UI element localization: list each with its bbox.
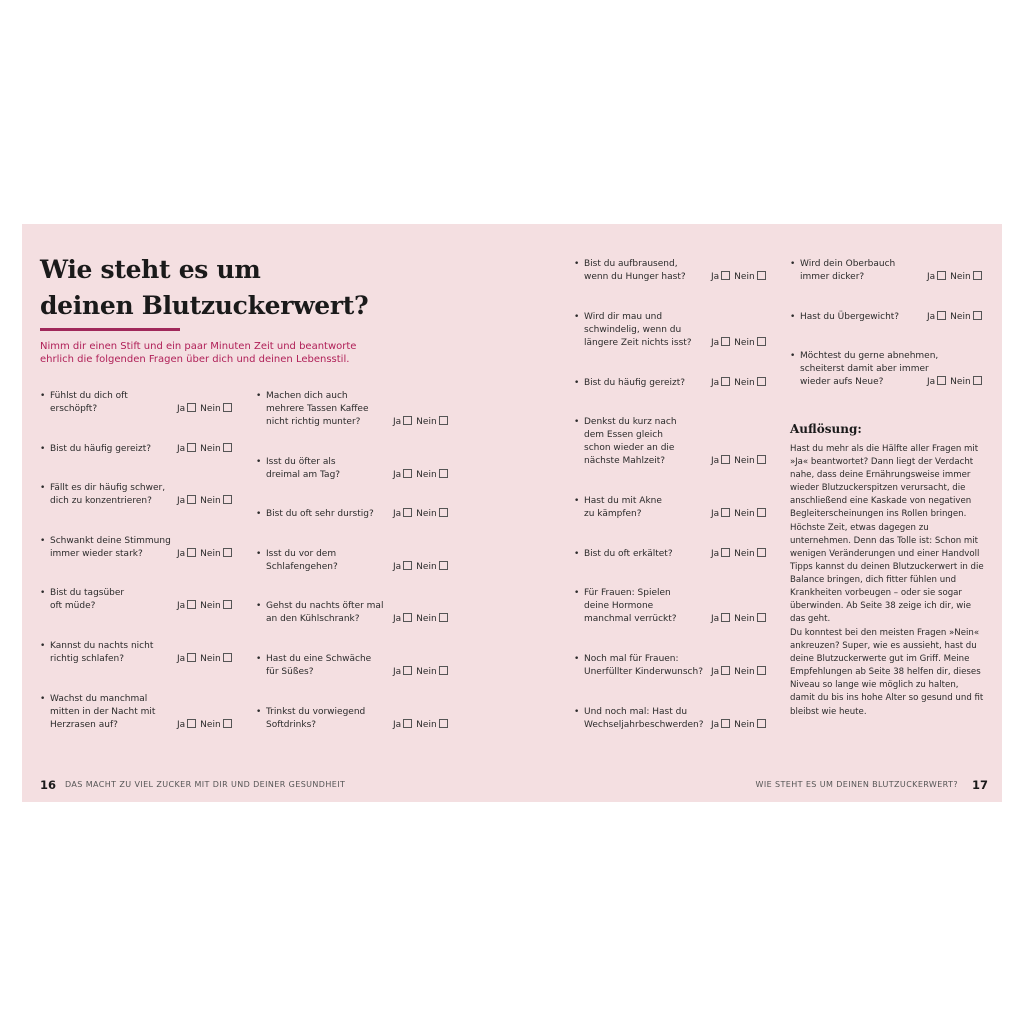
answer-no-label: Nein <box>416 667 437 677</box>
bullet: • <box>40 391 46 401</box>
answer-no-label: Nein <box>734 378 755 388</box>
bullet: • <box>574 549 580 559</box>
bullet: • <box>574 378 580 388</box>
question-item <box>574 653 774 679</box>
answer-options <box>927 376 986 389</box>
question-text: Für Frauen: Spielen deine Hormone manchmal verrückt? <box>584 588 677 624</box>
answer-options <box>177 653 236 666</box>
page-title: Wie steht es um deinen Blutzuckerwert? <box>40 255 369 320</box>
question-text: Bist du oft sehr durstig? <box>266 509 374 519</box>
answer-yes-label: Ja <box>177 404 186 414</box>
answer-options <box>393 469 452 482</box>
answer-no-label: Nein <box>200 444 221 454</box>
yes-checkbox[interactable] <box>403 719 412 728</box>
no-checkbox[interactable] <box>223 719 232 728</box>
no-checkbox[interactable] <box>223 548 232 557</box>
answer-options <box>393 666 452 679</box>
yes-checkbox[interactable] <box>187 443 196 452</box>
answer-no-label: Nein <box>734 509 755 519</box>
answer-yes-label: Ja <box>711 378 720 388</box>
yes-checkbox[interactable] <box>187 719 196 728</box>
bullet: • <box>40 588 46 598</box>
no-checkbox[interactable] <box>439 719 448 728</box>
answer-no-label: Nein <box>950 377 971 387</box>
yes-checkbox[interactable] <box>187 600 196 609</box>
answer-options <box>177 719 236 732</box>
yes-checkbox[interactable] <box>937 271 946 280</box>
answer-options <box>711 377 770 390</box>
question-item <box>574 377 774 390</box>
answer-yes-label: Ja <box>393 417 402 427</box>
bullet: • <box>40 694 46 704</box>
yes-checkbox[interactable] <box>403 508 412 517</box>
answer-options <box>393 416 452 429</box>
answer-options <box>393 561 452 574</box>
answer-no-label: Nein <box>200 601 221 611</box>
yes-checkbox[interactable] <box>403 666 412 675</box>
answer-options <box>393 508 452 521</box>
bullet: • <box>574 259 580 269</box>
question-item <box>790 350 990 389</box>
no-checkbox[interactable] <box>223 403 232 412</box>
answer-options <box>927 311 986 324</box>
answer-no-label: Nein <box>734 456 755 466</box>
resolution-paragraph-no: Du konntest bei den meisten Fragen »Nein« ankreuzen? Super, wie es aussieht, hast du deine Blutzuckerwerte gut im Griff. Meine Empfehlungen ab Seite 38 helfen dir, dieses Niveau so lange wie möglich zu halten, damit du bis ins hohe Alter so gesund und fit bleibst wie heute. <box>790 628 984 717</box>
answer-yes-label: Ja <box>711 667 720 677</box>
no-checkbox[interactable] <box>757 613 766 622</box>
no-checkbox[interactable] <box>439 508 448 517</box>
answer-no-label: Nein <box>200 654 221 664</box>
yes-checkbox[interactable] <box>937 376 946 385</box>
bullet: • <box>256 707 262 717</box>
yes-checkbox[interactable] <box>403 469 412 478</box>
bullet: • <box>256 601 262 611</box>
question-item <box>574 311 774 350</box>
answer-yes-label: Ja <box>393 562 402 572</box>
answer-no-label: Nein <box>416 470 437 480</box>
question-text: Isst du vor dem Schlafengehen? <box>266 549 338 572</box>
no-checkbox[interactable] <box>757 337 766 346</box>
answer-options <box>711 271 770 284</box>
question-item <box>574 548 774 561</box>
answer-yes-label: Ja <box>177 654 186 664</box>
question-text: Schwankt deine Stimmung immer wieder stark? <box>50 536 171 559</box>
no-checkbox[interactable] <box>439 469 448 478</box>
question-item <box>256 548 456 574</box>
bullet: • <box>574 496 580 506</box>
answer-no-label: Nein <box>734 667 755 677</box>
answer-options <box>711 337 770 350</box>
no-checkbox[interactable] <box>223 653 232 662</box>
answer-yes-label: Ja <box>711 456 720 466</box>
question-text: Isst du öfter als dreimal am Tag? <box>266 457 341 480</box>
yes-checkbox[interactable] <box>187 495 196 504</box>
bullet: • <box>40 483 46 493</box>
answer-no-label: Nein <box>200 404 221 414</box>
question-text: Bist du häufig gereizt? <box>50 444 152 454</box>
no-checkbox[interactable] <box>757 455 766 464</box>
bullet: • <box>574 707 580 717</box>
answer-yes-label: Ja <box>177 444 186 454</box>
answer-yes-label: Ja <box>927 312 936 322</box>
question-item <box>256 653 456 679</box>
question-item <box>40 390 240 416</box>
yes-checkbox[interactable] <box>721 613 730 622</box>
no-checkbox[interactable] <box>973 376 982 385</box>
no-checkbox[interactable] <box>757 508 766 517</box>
question-item <box>574 495 774 521</box>
question-text: Hast du mit Akne zu kämpfen? <box>584 496 662 519</box>
bullet: • <box>256 549 262 559</box>
yes-checkbox[interactable] <box>721 455 730 464</box>
answer-options <box>177 548 236 561</box>
no-checkbox[interactable] <box>757 719 766 728</box>
bullet: • <box>256 457 262 467</box>
answer-options <box>177 443 236 456</box>
no-checkbox[interactable] <box>757 666 766 675</box>
answer-options <box>393 613 452 626</box>
question-item <box>574 416 774 468</box>
resolution-heading: Auflösung: <box>790 422 862 436</box>
bullet: • <box>790 351 796 361</box>
answer-yes-label: Ja <box>393 614 402 624</box>
question-item <box>256 600 456 626</box>
question-item <box>40 535 240 561</box>
answer-no-label: Nein <box>416 509 437 519</box>
bullet: • <box>40 641 46 651</box>
answer-yes-label: Ja <box>177 601 186 611</box>
question-text: Bist du oft erkältet? <box>584 549 673 559</box>
yes-checkbox[interactable] <box>403 416 412 425</box>
answer-yes-label: Ja <box>711 509 720 519</box>
answer-yes-label: Ja <box>177 496 186 506</box>
yes-checkbox[interactable] <box>721 337 730 346</box>
answer-yes-label: Ja <box>711 614 720 624</box>
question-text: Bist du aufbrausend, wenn du Hunger hast? <box>584 259 686 282</box>
question-text: Noch mal für Frauen: Unerfüllter Kinderwunsch? <box>584 654 703 677</box>
no-checkbox[interactable] <box>223 600 232 609</box>
answer-yes-label: Ja <box>177 549 186 559</box>
answer-options <box>927 271 986 284</box>
answer-no-label: Nein <box>416 562 437 572</box>
yes-checkbox[interactable] <box>721 271 730 280</box>
answer-options <box>711 613 770 626</box>
question-item <box>40 482 240 508</box>
yes-checkbox[interactable] <box>721 548 730 557</box>
yes-checkbox[interactable] <box>721 666 730 675</box>
question-text: Kannst du nachts nicht richtig schlafen? <box>50 641 154 664</box>
answer-no-label: Nein <box>416 417 437 427</box>
question-text: Fällt es dir häufig schwer, dich zu konzentrieren? <box>50 483 166 506</box>
yes-checkbox[interactable] <box>403 613 412 622</box>
running-footer-right: WIE STEHT ES UM DEINEN BLUTZUCKERWERT? <box>755 780 958 789</box>
question-text: Wird dir mau und schwindelig, wenn du längere Zeit nichts isst? <box>584 312 692 348</box>
question-text: Hast du Übergewicht? <box>800 312 900 322</box>
answer-no-label: Nein <box>734 338 755 348</box>
bullet: • <box>790 312 796 322</box>
answer-no-label: Nein <box>734 272 755 282</box>
yes-checkbox[interactable] <box>187 548 196 557</box>
no-checkbox[interactable] <box>757 548 766 557</box>
no-checkbox[interactable] <box>439 561 448 570</box>
question-item <box>256 508 456 521</box>
question-item <box>790 311 990 324</box>
running-footer-left: DAS MACHT ZU VIEL ZUCKER MIT DIR UND DEINER GESUNDHEIT <box>65 780 346 789</box>
answer-no-label: Nein <box>416 614 437 624</box>
no-checkbox[interactable] <box>973 271 982 280</box>
question-item <box>256 390 456 429</box>
answer-yes-label: Ja <box>393 667 402 677</box>
answer-yes-label: Ja <box>927 377 936 387</box>
answer-no-label: Nein <box>200 496 221 506</box>
bullet: • <box>256 509 262 519</box>
question-text: Denkst du kurz nach dem Essen gleich schon wieder an die nächste Mahlzeit? <box>584 417 677 466</box>
yes-checkbox[interactable] <box>187 653 196 662</box>
question-text: Fühlst du dich oft erschöpft? <box>50 391 128 414</box>
no-checkbox[interactable] <box>223 443 232 452</box>
no-checkbox[interactable] <box>439 666 448 675</box>
no-checkbox[interactable] <box>439 416 448 425</box>
question-item <box>574 587 774 626</box>
no-checkbox[interactable] <box>439 613 448 622</box>
answer-yes-label: Ja <box>711 338 720 348</box>
question-text: Möchtest du gerne abnehmen, scheiterst damit aber immer wieder aufs Neue? <box>800 351 939 387</box>
question-text: Bist du tagsüber oft müde? <box>50 588 125 611</box>
question-text: Machen dich auch mehrere Tassen Kaffee nicht richtig munter? <box>266 391 369 427</box>
question-text: Wachst du manchmal mitten in der Nacht mit Herzrasen auf? <box>50 694 156 730</box>
question-text: Wird dein Oberbauch immer dicker? <box>800 259 896 282</box>
yes-checkbox[interactable] <box>721 508 730 517</box>
question-item <box>790 258 990 284</box>
answer-no-label: Nein <box>950 312 971 322</box>
answer-no-label: Nein <box>734 614 755 624</box>
no-checkbox[interactable] <box>757 271 766 280</box>
question-item <box>40 693 240 732</box>
question-item <box>40 587 240 613</box>
page-number-right: 17 <box>972 778 989 792</box>
answer-no-label: Nein <box>950 272 971 282</box>
answer-yes-label: Ja <box>393 470 402 480</box>
page-number-left: 16 <box>40 778 57 792</box>
bullet: • <box>574 588 580 598</box>
answer-yes-label: Ja <box>393 720 402 730</box>
resolution-paragraph-yes: Hast du mehr als die Hälfte aller Fragen mit »Ja« beantwortet? Dann liegt der Verdacht nahe, dass deine Ernährungsweise immer wieder Blutzuckerspitzen verursacht, die anschließend eine Kaskade von negativen Begleiterscheinungen ins Rollen bringen. Höchste Zeit, etwas dagegen zu unternehmen. Denn das Tolle ist: Schon mit wenigen Veränderungen und einer Handvoll Tipps kannst du deinen Blutzuckerwert in die Balance bringen, dich fitter fühlen und Krankheiten vorbeugen – oder sie sogar überwinden. Ab Seite 38 zeige ich dir, wie das geht. <box>790 444 984 625</box>
answer-options <box>711 719 770 732</box>
title-underline <box>40 328 180 331</box>
yes-checkbox[interactable] <box>721 719 730 728</box>
answer-options <box>393 719 452 732</box>
answer-options <box>711 455 770 468</box>
yes-checkbox[interactable] <box>187 403 196 412</box>
answer-options <box>177 600 236 613</box>
question-text: Bist du häufig gereizt? <box>584 378 686 388</box>
question-text: Trinkst du vorwiegend Softdrinks? <box>266 707 366 730</box>
question-text: Gehst du nachts öfter mal an den Kühlschrank? <box>266 601 384 624</box>
bullet: • <box>574 312 580 322</box>
yes-checkbox[interactable] <box>403 561 412 570</box>
no-checkbox[interactable] <box>973 311 982 320</box>
bullet: • <box>790 259 796 269</box>
answer-options <box>711 666 770 679</box>
question-item <box>256 456 456 482</box>
intro-text: Nimm dir einen Stift und ein paar Minuten Zeit und beantworte ehrlich die folgenden Fragen über dich und deinen Lebensstil. <box>40 341 357 365</box>
yes-checkbox[interactable] <box>721 377 730 386</box>
answer-yes-label: Ja <box>711 272 720 282</box>
answer-options <box>711 548 770 561</box>
answer-no-label: Nein <box>200 549 221 559</box>
question-item <box>256 706 456 732</box>
answer-yes-label: Ja <box>393 509 402 519</box>
question-text: Und noch mal: Hast du Wechseljahrbeschwerden? <box>584 707 704 730</box>
answer-no-label: Nein <box>416 720 437 730</box>
question-text: Hast du eine Schwäche für Süßes? <box>266 654 372 677</box>
answer-no-label: Nein <box>200 720 221 730</box>
question-item <box>40 640 240 666</box>
bullet: • <box>574 654 580 664</box>
answer-no-label: Nein <box>734 720 755 730</box>
answer-yes-label: Ja <box>177 720 186 730</box>
no-checkbox[interactable] <box>223 495 232 504</box>
bullet: • <box>574 417 580 427</box>
answer-options <box>177 403 236 416</box>
bullet: • <box>256 391 262 401</box>
bullet: • <box>256 654 262 664</box>
question-item <box>574 258 774 284</box>
answer-yes-label: Ja <box>711 549 720 559</box>
question-item <box>574 706 774 732</box>
bullet: • <box>40 444 46 454</box>
answer-options <box>711 508 770 521</box>
yes-checkbox[interactable] <box>937 311 946 320</box>
answer-options <box>177 495 236 508</box>
bullet: • <box>40 536 46 546</box>
answer-yes-label: Ja <box>927 272 936 282</box>
answer-yes-label: Ja <box>711 720 720 730</box>
question-item <box>40 443 240 456</box>
no-checkbox[interactable] <box>757 377 766 386</box>
answer-no-label: Nein <box>734 549 755 559</box>
